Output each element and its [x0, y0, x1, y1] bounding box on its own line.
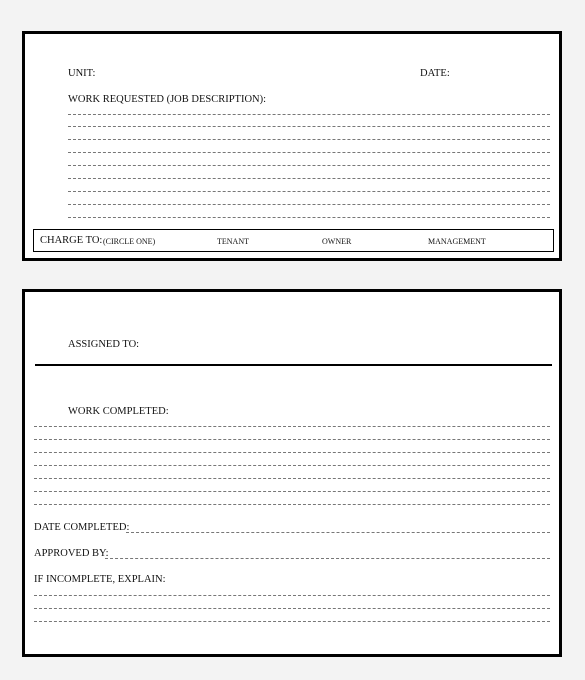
date-label: DATE: [420, 68, 450, 79]
work-completed-line[interactable] [34, 439, 550, 440]
charge-option-tenant[interactable]: TENANT [217, 237, 249, 246]
if-incomplete-label: IF INCOMPLETE, EXPLAIN: [34, 574, 166, 585]
work-completed-line[interactable] [34, 491, 550, 492]
approved-by-label: APPROVED BY: [34, 548, 109, 559]
incomplete-explain-line[interactable] [34, 621, 550, 622]
date-completed-label: DATE COMPLETED: [34, 522, 130, 533]
work-completed-line[interactable] [34, 504, 550, 505]
approved-by-line[interactable] [105, 558, 550, 559]
incomplete-explain-line[interactable] [34, 595, 550, 596]
job-description-line[interactable] [68, 114, 550, 115]
work-completed-label: WORK COMPLETED: [68, 406, 169, 417]
work-completed-line[interactable] [34, 465, 550, 466]
charge-to-box [33, 229, 554, 252]
work-requested-label: WORK REQUESTED (JOB DESCRIPTION): [68, 94, 267, 105]
job-description-line[interactable] [68, 204, 550, 205]
work-completed-line[interactable] [34, 452, 550, 453]
job-description-line[interactable] [68, 152, 550, 153]
job-description-line[interactable] [68, 165, 550, 166]
job-description-line[interactable] [68, 139, 550, 140]
charge-option-owner[interactable]: OWNER [322, 237, 352, 246]
work-completed-line[interactable] [34, 478, 550, 479]
charge-to-label: CHARGE TO: [40, 235, 103, 246]
job-description-line[interactable] [68, 191, 550, 192]
date-completed-line[interactable] [126, 532, 550, 533]
work-completion-section [22, 289, 562, 657]
charge-option-management[interactable]: MANAGEMENT [428, 237, 486, 246]
incomplete-explain-line[interactable] [34, 608, 550, 609]
work-request-section [22, 31, 562, 261]
assigned-to-label: ASSIGNED TO: [68, 339, 140, 350]
assigned-to-line[interactable] [35, 364, 552, 366]
job-description-line[interactable] [68, 126, 550, 127]
work-completed-line[interactable] [34, 426, 550, 427]
job-description-line[interactable] [68, 178, 550, 179]
job-description-line[interactable] [68, 217, 550, 218]
unit-label: UNIT: [68, 68, 96, 79]
charge-to-hint: (CIRCLE ONE) [103, 237, 156, 246]
